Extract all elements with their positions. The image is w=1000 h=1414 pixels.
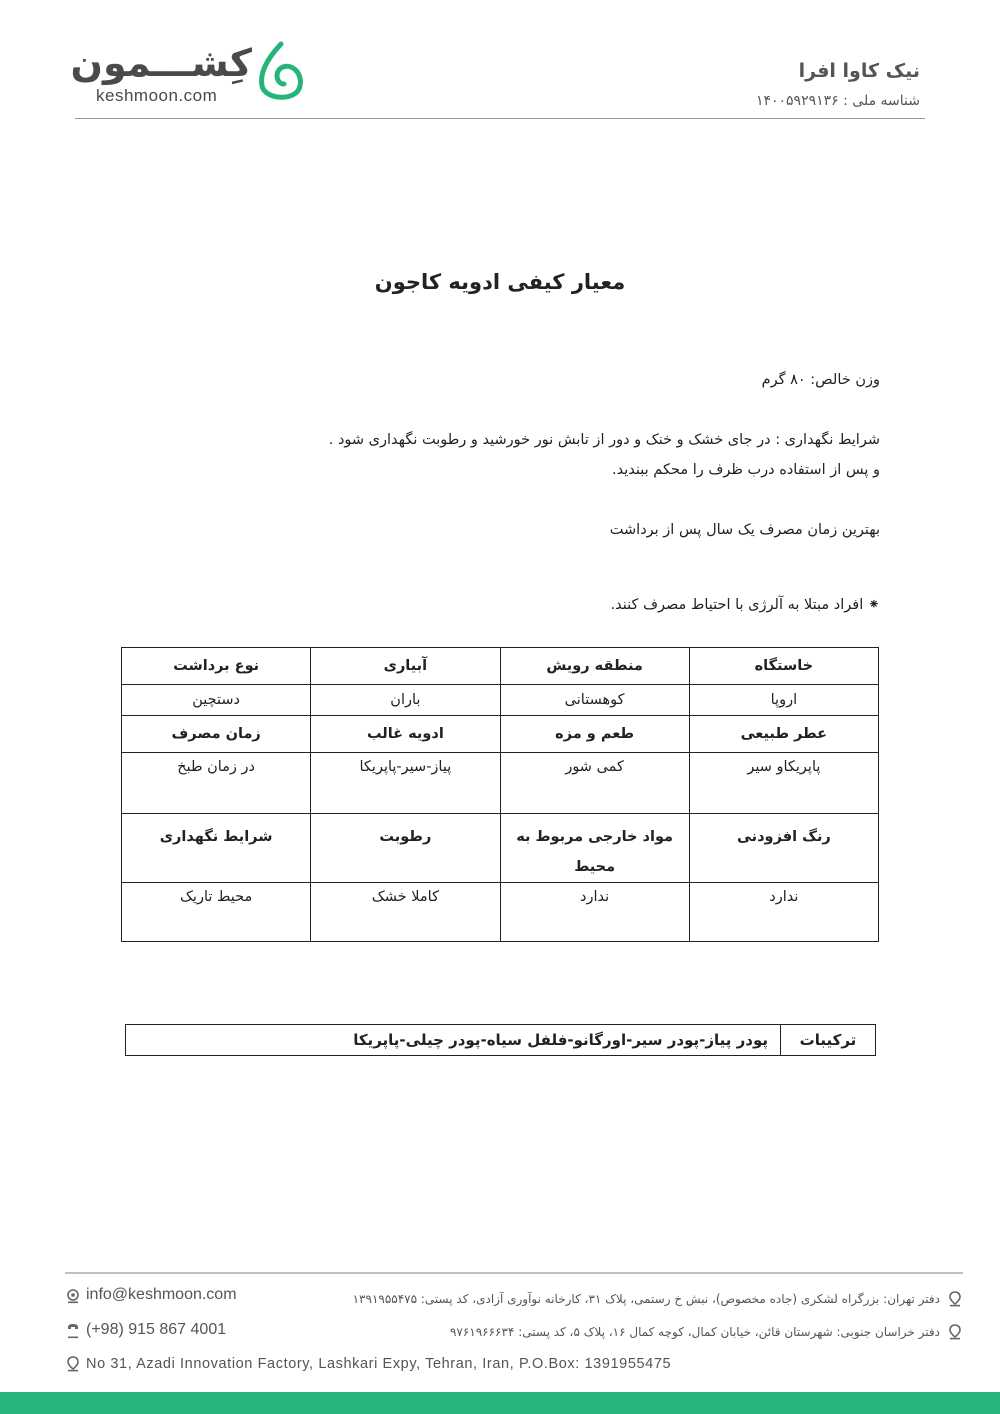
table-cell: ادویه غالب [311, 716, 500, 753]
table-cell: باران [311, 685, 500, 716]
table-cell: ندارد [689, 883, 878, 942]
table-cell: کوهستانی [500, 685, 689, 716]
location-icon [66, 1356, 80, 1372]
table-cell: نوع برداشت [122, 648, 311, 685]
table-cell: رنگ افزودنی [689, 814, 878, 883]
ingredients-label: ترکیبات [781, 1025, 876, 1056]
footer-email: info@keshmoon.com [86, 1286, 237, 1303]
table-cell: دستچین [122, 685, 311, 716]
email-icon [66, 1288, 80, 1304]
table-cell: عطر طبیعی [689, 716, 878, 753]
footer-divider [65, 1272, 963, 1274]
logo-domain: keshmoon.com [96, 86, 218, 105]
table-cell: کمی شور [500, 753, 689, 814]
location-icon [948, 1324, 962, 1340]
document-title: معیار کیفی ادویه کاجون [374, 270, 626, 294]
quality-spec-table [121, 647, 879, 942]
net-weight: وزن خالص: ۸۰ گرم [761, 372, 880, 388]
table-cell: خاستگاه [689, 648, 878, 685]
table-cell: مواد خارجی مربوط به محیط [500, 814, 689, 883]
logo-text: کِشـــمون [70, 41, 252, 85]
table-row [122, 648, 879, 685]
table-cell: زمان مصرف [122, 716, 311, 753]
best-use-time: بهترین زمان مصرف یک سال پس از برداشت [609, 522, 880, 538]
footer-office-khorasan: دفتر خراسان جنوبی: شهرستان قائن، خیابان کمال، کوچه کمال ۱۶، پلاک ۵، کد پستی: ۹۷۶۱۹۶۶۶۳۴ [449, 1325, 940, 1339]
table-row [122, 883, 879, 942]
table-cell: محیط تاریک [122, 883, 311, 942]
table-cell: شرایط نگهداری [122, 814, 311, 883]
table-row [122, 685, 879, 716]
table-cell: آبیاری [311, 648, 500, 685]
table-cell: در زمان طبخ [122, 753, 311, 814]
table-cell: رطوبت [311, 814, 500, 883]
table-cell: ندارد [500, 883, 689, 942]
ingredients-table [125, 1024, 876, 1056]
company-name: نیک کاوا افرا [798, 60, 920, 82]
location-icon [948, 1291, 962, 1307]
storage-conditions-line1: شرایط نگهداری : در جای خشک و خنک و دور از تابش نور خورشید و رطوبت نگهداری شود . [328, 432, 880, 448]
brand-logo [70, 38, 317, 108]
header-divider [75, 118, 925, 119]
table-row [122, 753, 879, 814]
phone-icon [66, 1323, 80, 1339]
national-id: شناسه ملی : ۱۴۰۰۵۹۲۹۱۳۶ [755, 93, 920, 109]
table-cell: اروپا [689, 685, 878, 716]
ingredients-value: پودر پیاز-پودر سیر-اورگانو-فلفل سیاه-پودر چیلی-پاپریکا [126, 1025, 781, 1056]
logo-mark-icon [252, 38, 310, 106]
table-row [126, 1025, 876, 1056]
table-cell: پاپریکاو سیر [689, 753, 878, 814]
footer-brand-bar [0, 1392, 1000, 1414]
allergy-warning: ⁕ افراد مبتلا به آلرژی با احتیاط مصرف کنند. [610, 597, 880, 613]
footer-phone: (+98) 915 867 4001 [86, 1321, 227, 1338]
footer-address-en: No 31, Azadi Innovation Factory, Lashkari Expy, Tehran, Iran, P.O.Box: 1391955475 [86, 1356, 672, 1372]
table-cell: کاملا خشک [311, 883, 500, 942]
footer-office-tehran: دفتر تهران: بزرگراه لشکری (جاده مخصوص)، نبش خ رستمی، پلاک ۳۱، کارخانه نوآوری آزادی، کد پستی: ۱۳۹۱۹۵۵۴۷۵ [352, 1292, 940, 1306]
table-cell: پیاز-سیر-پاپریکا [311, 753, 500, 814]
table-row [122, 814, 879, 883]
table-cell: طعم و مزه [500, 716, 689, 753]
table-cell: منطقه رویش [500, 648, 689, 685]
table-row [122, 716, 879, 753]
storage-conditions-line2: و پس از استفاده درب ظرف را محکم ببندید. [612, 462, 880, 478]
